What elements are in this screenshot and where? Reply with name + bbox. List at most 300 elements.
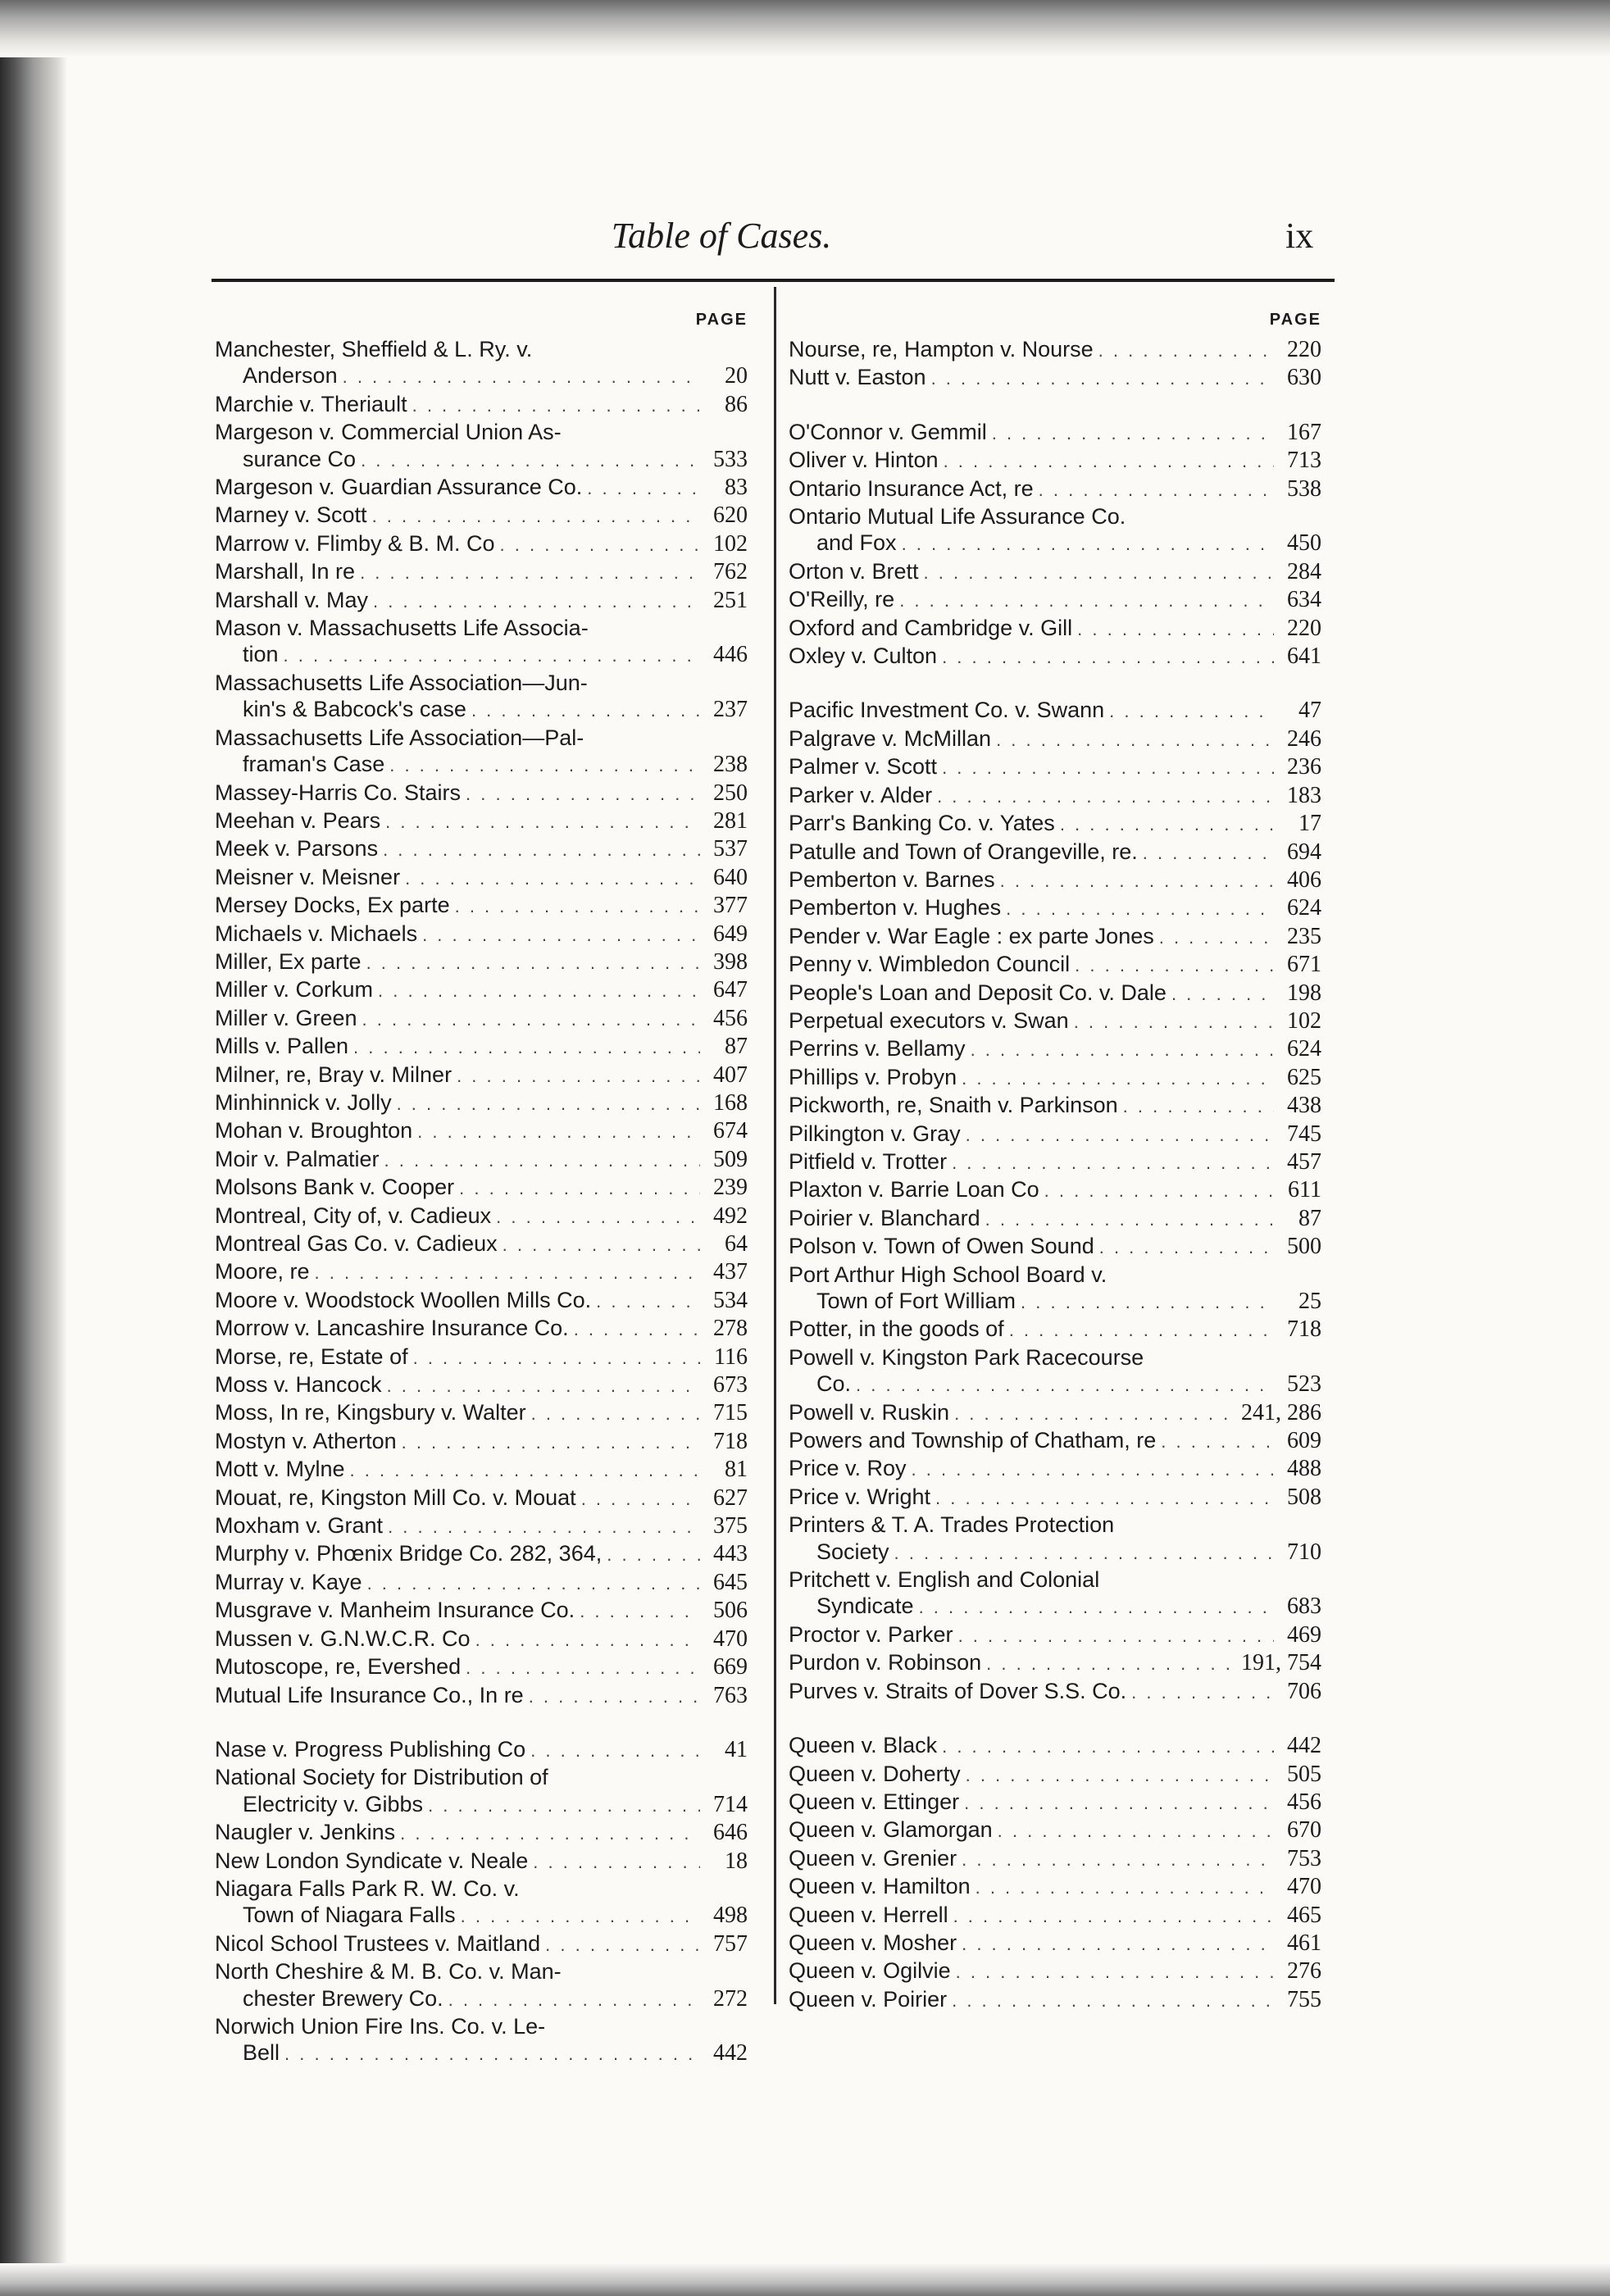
case-name-line (215, 502, 748, 530)
case-name: Nase v. Progress Publishing Co (215, 1736, 526, 1762)
page-reference: 506 (713, 1598, 748, 1624)
case-entry (789, 558, 1321, 586)
case-name: and Fox (816, 530, 897, 556)
case-name: Pritchett v. English and Colonial (789, 1567, 1100, 1593)
page-reference: 640 (713, 864, 748, 890)
page-reference: 64 (725, 1231, 748, 1257)
dot-leader (1074, 1009, 1274, 1035)
dot-leader (1131, 1680, 1274, 1706)
case-list-right (789, 336, 1321, 2014)
dot-leader (448, 1987, 700, 2013)
dot-leader (417, 1119, 700, 1145)
case-entry (215, 1174, 748, 1202)
dot-leader (580, 1598, 700, 1625)
case-name: Price v. Roy (789, 1456, 907, 1481)
page-reference: 281 (713, 807, 748, 834)
page-reference: 81 (725, 1457, 748, 1483)
case-name: Norwich Union Fire Ins. Co. v. Le- (215, 2013, 546, 2039)
page-reference: 102 (713, 530, 748, 557)
case-entry (215, 1287, 748, 1315)
page-reference: 168 (713, 1089, 748, 1116)
case-entry (215, 1848, 748, 1875)
case-name: Mersey Docks, Ex parte (215, 893, 450, 918)
dot-leader (1077, 616, 1274, 643)
case-name: Pickworth, re, Snaith v. Parkinson (789, 1093, 1118, 1118)
dot-leader (587, 475, 700, 502)
case-entry (789, 615, 1321, 643)
case-name: Marney v. Scott (215, 502, 367, 528)
dot-leader (384, 1148, 700, 1174)
case-entry (789, 1316, 1321, 1344)
case-name: Ontario Mutual Life Assurance Co. (789, 504, 1126, 530)
dot-leader (998, 1818, 1274, 1844)
case-name-continuation (215, 696, 748, 724)
case-name: Miller, Ex parte (215, 948, 362, 974)
case-name-line (789, 447, 1321, 475)
page-reference: 450 (1287, 530, 1321, 557)
dot-leader (894, 1540, 1274, 1566)
case-name: chester Brewery Co. (243, 1985, 443, 2011)
case-entry (215, 780, 748, 807)
dot-leader (366, 950, 700, 976)
case-name-line (215, 807, 748, 835)
case-entry (789, 1035, 1321, 1063)
case-name: Marchie v. Theriault (215, 391, 407, 416)
dot-leader (912, 1457, 1274, 1483)
dot-leader (496, 1204, 700, 1230)
dot-leader (402, 1430, 700, 1456)
case-name: Naugler v. Jenkins (215, 1820, 396, 1845)
case-name: kin's & Babcock's case (243, 697, 466, 722)
dot-leader (361, 448, 700, 474)
page-reference: 492 (713, 1203, 748, 1229)
case-entry (215, 1203, 748, 1230)
case-entry (215, 1512, 748, 1540)
page-reference: 609 (1287, 1428, 1321, 1454)
page-reference: 634 (1287, 587, 1321, 613)
case-name-line (215, 1428, 748, 1456)
case-name-continuation (789, 530, 1321, 557)
case-name: Price v. Wright (789, 1484, 931, 1509)
case-entry (215, 1569, 748, 1597)
case-entry (215, 670, 748, 725)
case-name-continuation (215, 1985, 748, 2013)
page-reference: 443 (713, 1541, 748, 1567)
case-entry (789, 1512, 1321, 1566)
scan-edge-left (0, 0, 67, 2296)
case-name: Queen v. Herrell (789, 1902, 948, 1927)
case-entry (789, 753, 1321, 781)
page-reference: 20 (725, 363, 748, 389)
page-reference: 47 (1298, 698, 1321, 724)
case-name-line (789, 725, 1321, 753)
page-reference: 625 (1287, 1064, 1321, 1090)
dot-leader (607, 1542, 700, 1568)
case-name-line (215, 1653, 748, 1681)
case-name: Purdon v. Robinson (789, 1650, 982, 1675)
dot-leader (529, 1684, 700, 1710)
dot-leader (1044, 1178, 1274, 1204)
case-name: Queen v. Mosher (789, 1930, 957, 1955)
page-reference: 86 (725, 391, 748, 417)
letter-section-gap (215, 1710, 748, 1736)
case-entry (789, 1064, 1321, 1092)
dot-leader (385, 809, 700, 835)
case-name: Society (816, 1539, 889, 1564)
case-name-line (789, 1761, 1321, 1789)
dot-leader (1075, 952, 1274, 979)
dot-leader (1006, 896, 1274, 922)
right-column (789, 307, 1321, 2014)
case-entry (789, 1930, 1321, 1957)
case-name-line (789, 419, 1321, 447)
case-name-line (215, 892, 748, 920)
case-name-line (215, 948, 748, 976)
case-name-line (215, 1371, 748, 1399)
case-name-line (215, 1540, 748, 1568)
case-entry (789, 923, 1321, 951)
case-entry (789, 1845, 1321, 1873)
case-entry (215, 1089, 748, 1117)
page-reference: 250 (713, 780, 748, 806)
case-entry (789, 1566, 1321, 1621)
case-entry (789, 1484, 1321, 1512)
case-name-line (215, 474, 748, 502)
page-reference: 407 (713, 1062, 748, 1088)
case-entry (215, 1736, 748, 1764)
case-entry (789, 894, 1321, 922)
dot-leader (1000, 868, 1274, 894)
page-reference: 238 (713, 752, 748, 778)
case-name-line (789, 980, 1321, 1007)
case-name: Manchester, Sheffield & L. Ry. v. (215, 337, 533, 361)
case-name-line (215, 1230, 748, 1258)
page-reference: 377 (713, 893, 748, 919)
page-reference: 457 (1287, 1148, 1321, 1175)
dot-leader (1009, 1317, 1274, 1344)
case-entry (215, 587, 748, 615)
case-name-line (789, 810, 1321, 838)
case-entry (789, 475, 1321, 503)
case-name: Mohan v. Broughton (215, 1118, 413, 1143)
case-name-line (789, 643, 1321, 671)
page-reference: 745 (1287, 1121, 1321, 1147)
case-name: Town of Fort William (816, 1289, 1016, 1313)
case-entry (789, 1121, 1321, 1148)
case-list-left (215, 336, 748, 2068)
case-name-line (789, 1484, 1321, 1512)
case-name-line (215, 587, 748, 615)
dot-leader (956, 1959, 1274, 1985)
case-name-line (789, 839, 1321, 866)
case-name: Potter, in the goods of (789, 1316, 1004, 1342)
dot-leader (1171, 981, 1274, 1007)
case-name: Pemberton v. Barnes (789, 866, 995, 892)
case-name: Miller v. Corkum (215, 977, 374, 1003)
page-reference: 406 (1287, 866, 1321, 893)
page-reference: 465 (1287, 1902, 1321, 1928)
case-name-line (789, 1566, 1321, 1593)
case-name: Queen v. Doherty (789, 1761, 961, 1786)
dot-leader (530, 1738, 700, 1764)
case-name: Michaels v. Michaels (215, 921, 418, 946)
case-name: Pitfield v. Trotter (789, 1148, 948, 1174)
dot-leader (962, 1931, 1274, 1957)
case-name: Palgrave v. McMillan (789, 725, 992, 751)
case-name: Niagara Falls Park R. W. Co. v. (215, 1875, 520, 1901)
case-name: Nourse, re, Hampton v. Nourse (789, 337, 1094, 361)
page-reference: 673 (713, 1372, 748, 1398)
case-name: Perrins v. Bellamy (789, 1036, 966, 1062)
case-name-line (789, 1148, 1321, 1176)
case-name-line (215, 835, 748, 863)
case-entry (215, 725, 748, 780)
page-reference: 191, 754 (1241, 1650, 1321, 1676)
case-entry (789, 336, 1321, 364)
case-name-line (789, 1344, 1321, 1371)
case-name-line (215, 1484, 748, 1512)
case-name-line (789, 1902, 1321, 1930)
case-name: Plaxton v. Barrie Loan Co (789, 1177, 1039, 1203)
case-name-line (789, 615, 1321, 643)
case-entry (215, 1653, 748, 1681)
case-name-line (789, 1649, 1321, 1677)
case-name-line (215, 615, 748, 641)
case-name-line (215, 1203, 748, 1230)
page-reference: 470 (1287, 1874, 1321, 1900)
dot-leader (942, 755, 1274, 781)
page-reference: 674 (713, 1118, 748, 1144)
case-name: Electricity v. Gibbs (243, 1791, 424, 1816)
dot-leader (383, 837, 700, 863)
page-column-label: PAGE (1269, 311, 1321, 329)
case-entry (215, 1399, 748, 1427)
case-name-line (789, 1007, 1321, 1035)
case-entry (789, 586, 1321, 614)
case-name: Molsons Bank v. Cooper (215, 1175, 455, 1200)
case-name: Minhinnick v. Jolly (215, 1089, 392, 1115)
scan-edge-top (0, 0, 1610, 57)
case-name-line (215, 1344, 748, 1371)
dot-leader (475, 1627, 700, 1653)
case-name-line (215, 670, 748, 696)
page-reference: 237 (713, 697, 748, 723)
case-entry (215, 835, 748, 863)
case-name-line (215, 391, 748, 419)
case-entry (215, 807, 748, 835)
case-name: Polson v. Town of Owen Sound (789, 1234, 1094, 1259)
page-reference: 437 (713, 1259, 748, 1285)
case-entry (215, 976, 748, 1004)
page-reference: 645 (713, 1569, 748, 1595)
page-reference: 710 (1287, 1539, 1321, 1565)
case-name-line (789, 1262, 1321, 1288)
dot-leader (315, 1260, 700, 1286)
case-name: Poirier v. Blanchard (789, 1205, 980, 1230)
case-entry (789, 1761, 1321, 1789)
case-entry (215, 1625, 748, 1653)
case-entry (215, 1146, 748, 1174)
page-reference: 239 (713, 1175, 748, 1201)
page-reference: 116 (714, 1344, 748, 1370)
page-reference: 456 (713, 1005, 748, 1031)
case-name-line (789, 1121, 1321, 1148)
case-entry (215, 1062, 748, 1089)
case-name: National Society for Distribution of (215, 1765, 548, 1790)
case-entry (789, 1344, 1321, 1399)
case-name-line (215, 976, 748, 1004)
page-reference: 757 (713, 1930, 748, 1957)
case-name: Proctor v. Parker (789, 1621, 953, 1647)
page-reference: 523 (1287, 1371, 1321, 1398)
case-entry (215, 1117, 748, 1145)
case-name: Pilkington v. Gray (789, 1121, 961, 1146)
page-reference: 220 (1287, 615, 1321, 641)
case-name-line (789, 1092, 1321, 1120)
page-reference: 762 (713, 559, 748, 585)
case-name-line (789, 1035, 1321, 1063)
case-name-line (215, 780, 748, 807)
letter-section-gap (789, 671, 1321, 697)
case-entry (789, 1176, 1321, 1204)
dot-leader (428, 1793, 700, 1819)
running-title: Table of Cases. (611, 216, 832, 256)
dot-leader (581, 1486, 700, 1512)
dot-leader (353, 1034, 700, 1061)
dot-leader (966, 1122, 1274, 1148)
left-column (215, 307, 748, 2068)
page-reference: 220 (1287, 337, 1321, 362)
page-reference: 508 (1287, 1484, 1321, 1510)
case-entry (215, 530, 748, 558)
dot-leader (457, 1063, 700, 1089)
dot-leader (942, 1734, 1274, 1760)
case-name-line (215, 1315, 748, 1343)
case-name-line (789, 586, 1321, 614)
case-name-line (215, 1033, 748, 1061)
page-reference: 537 (713, 836, 748, 862)
case-entry (789, 1205, 1321, 1233)
page-reference: 718 (713, 1428, 748, 1454)
page-reference: 469 (1287, 1621, 1321, 1648)
dot-leader (976, 1875, 1274, 1901)
case-name: Queen v. Poirier (789, 1986, 948, 2012)
scan-edge-bottom (0, 2263, 1610, 2296)
case-name: Massey-Harris Co. Stairs (215, 780, 462, 805)
page-reference: 505 (1287, 1761, 1321, 1787)
dot-leader (1123, 1093, 1274, 1120)
page-reference: 753 (1287, 1845, 1321, 1871)
dot-leader (373, 589, 700, 615)
page-reference: 398 (713, 948, 748, 975)
case-entry (789, 1873, 1321, 1901)
page-reference: 276 (1287, 1958, 1321, 1985)
case-entry (789, 866, 1321, 894)
dot-leader (500, 532, 700, 558)
case-name: Musgrave v. Manheim Insurance Co. (215, 1598, 575, 1623)
case-name: Mills v. Pallen (215, 1034, 349, 1059)
case-name-line (789, 1176, 1321, 1204)
case-name-line (215, 1146, 748, 1174)
case-name: Nutt v. Easton (789, 365, 926, 390)
page-reference: 183 (1287, 782, 1321, 808)
case-entry (215, 892, 748, 920)
case-name: North Cheshire & M. B. Co. v. Man- (215, 1959, 562, 1985)
case-name-line (789, 1455, 1321, 1483)
case-name: Queen v. Grenier (789, 1845, 957, 1871)
case-name-continuation (789, 1593, 1321, 1621)
dot-leader (986, 1651, 1236, 1677)
case-entry (215, 1344, 748, 1371)
page-reference: 533 (713, 446, 748, 472)
page-reference: 538 (1287, 475, 1321, 502)
case-name: Town of Niagara Falls (243, 1903, 456, 1928)
page-reference: 442 (713, 2040, 748, 2066)
letter-section-gap (789, 393, 1321, 419)
case-name: Montreal Gas Co. v. Cadieux (215, 1231, 498, 1256)
case-name-line (789, 336, 1321, 364)
dot-leader (466, 781, 700, 807)
case-name: tion (243, 642, 279, 667)
case-name: O'Connor v. Gemmil (789, 419, 987, 444)
case-name-continuation (215, 1902, 748, 1930)
case-name-line (215, 1625, 748, 1653)
case-name-line (789, 923, 1321, 951)
page-reference: 87 (1298, 1205, 1321, 1231)
dot-leader (937, 784, 1274, 810)
case-name-line (789, 558, 1321, 586)
dot-leader (400, 1821, 700, 1847)
case-name: Syndicate (816, 1594, 914, 1619)
case-name: Parker v. Alder (789, 782, 933, 807)
dot-leader (387, 1373, 700, 1399)
case-name: Patulle and Town of Orangeville, re. (789, 839, 1138, 864)
case-entry (789, 1233, 1321, 1261)
case-entry (789, 1455, 1321, 1483)
case-name-line (215, 1117, 748, 1145)
case-entry (789, 1678, 1321, 1706)
case-name: Bell (243, 2040, 280, 2066)
case-entry (215, 921, 748, 948)
dot-leader (962, 1847, 1274, 1873)
dot-leader (343, 364, 700, 390)
case-name-line (215, 1174, 748, 1202)
case-entry (789, 697, 1321, 725)
case-entry (789, 1957, 1321, 1985)
dot-leader (996, 727, 1274, 753)
case-name: Mussen v. G.N.W.C.R. Co (215, 1625, 471, 1651)
case-name-line (215, 1597, 748, 1625)
dot-leader (958, 1623, 1274, 1649)
case-name: Moir v. Palmatier (215, 1146, 380, 1171)
dot-leader (962, 1066, 1274, 1092)
case-entry (789, 1007, 1321, 1035)
case-name: Mouat, re, Kingston Mill Co. v. Mouat (215, 1484, 576, 1510)
case-name: O'Reilly, re (789, 587, 895, 612)
dot-leader (919, 1594, 1274, 1621)
case-entry (215, 1456, 748, 1484)
case-name-line (789, 1316, 1321, 1344)
case-entry (215, 558, 748, 586)
case-name: Marshall, In re (215, 559, 356, 584)
case-name: Meehan v. Pears (215, 807, 381, 833)
dot-leader (971, 1037, 1274, 1063)
case-name-line (789, 1789, 1321, 1816)
case-entry (215, 1819, 748, 1847)
case-name: Miller v. Green (215, 1005, 357, 1030)
page-reference: 706 (1287, 1678, 1321, 1704)
page-reference: 83 (725, 475, 748, 501)
